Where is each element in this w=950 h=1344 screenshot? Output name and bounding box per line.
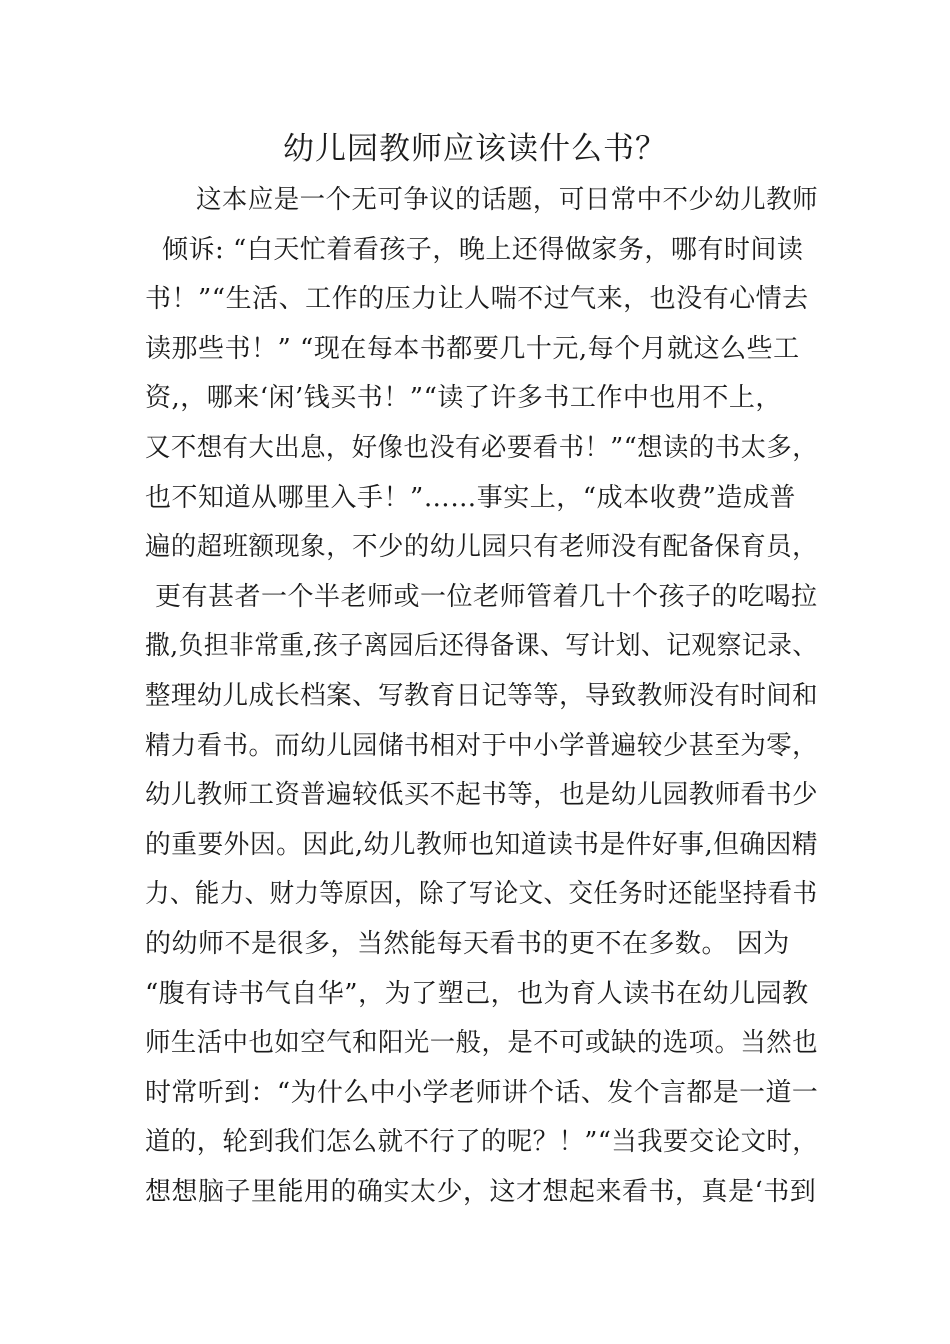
body-line: 幼儿教师工资普遍较低买不起书等，也是幼儿园教师看书少: [145, 780, 819, 811]
body-line: 读那些书！” “现在每本书都要几十元,每个月就这么些工: [145, 333, 800, 364]
document-title: 幼儿园教师应该读什么书？: [283, 131, 667, 167]
body-line: 整理幼儿成长档案、写教育日记等等，导致教师没有时间和: [145, 681, 819, 711]
body-line: 时常听到：“为什么中小学老师讲个话、发个言都是一道一: [145, 1077, 819, 1108]
body-line: 的幼师不是很多，当然能每天看书的更不在多数。 因为: [145, 929, 790, 959]
body-line: 这本应是一个无可争议的话题，可日常中不少幼儿教师: [196, 185, 819, 215]
body-line: 的重要外因。因此,幼儿教师也知道读书是件好事,但确因精: [145, 829, 819, 860]
body-line: 师生活中也如空气和阳光一般，是不可或缺的选项。当然也: [145, 1028, 819, 1059]
body-line: 又不想有大出息，好像也没有必要看书！”“想读的书太多，: [145, 433, 819, 463]
body-line: “腹有诗书气自华”，为了塑己，也为育人读书在幼儿园教: [145, 978, 809, 1009]
body-line: 想想脑子里能用的确实太少，这才想起来看书，真是‘书到: [145, 1177, 817, 1207]
body-line: 道的，轮到我们怎么就不行了的呢？！”“当我要交论文时，: [145, 1127, 819, 1158]
body-line: 倾诉: “白天忙着看孩子，晚上还得做家务，哪有时间读: [162, 234, 804, 265]
body-line: 力、能力、财力等原因，除了写论文、交任务时还能坚持看书: [145, 879, 818, 910]
body-line: 书！”“生活、工作的压力让人喘不过气来，也没有心情去: [145, 284, 809, 315]
body-line: 遍的超班额现象，不少的幼儿园只有老师没有配备保育员，: [145, 532, 819, 563]
body-line: 也不知道从哪里入手！”……事实上，“成本收费”造成普: [145, 482, 796, 513]
body-line: 资,，哪来‘闲’钱买书！”“读了许多书工作中也用不上，: [145, 383, 782, 414]
body-line: 精力看书。而幼儿园储书相对于中小学普遍较少甚至为零，: [145, 730, 819, 761]
body-line: 撒,负担非常重,孩子离园后还得备课、写计划、记观察记录、: [145, 631, 818, 662]
body-line: 更有甚者一个半老师或一位老师管着几十个孩子的吃喝拉: [155, 581, 818, 612]
